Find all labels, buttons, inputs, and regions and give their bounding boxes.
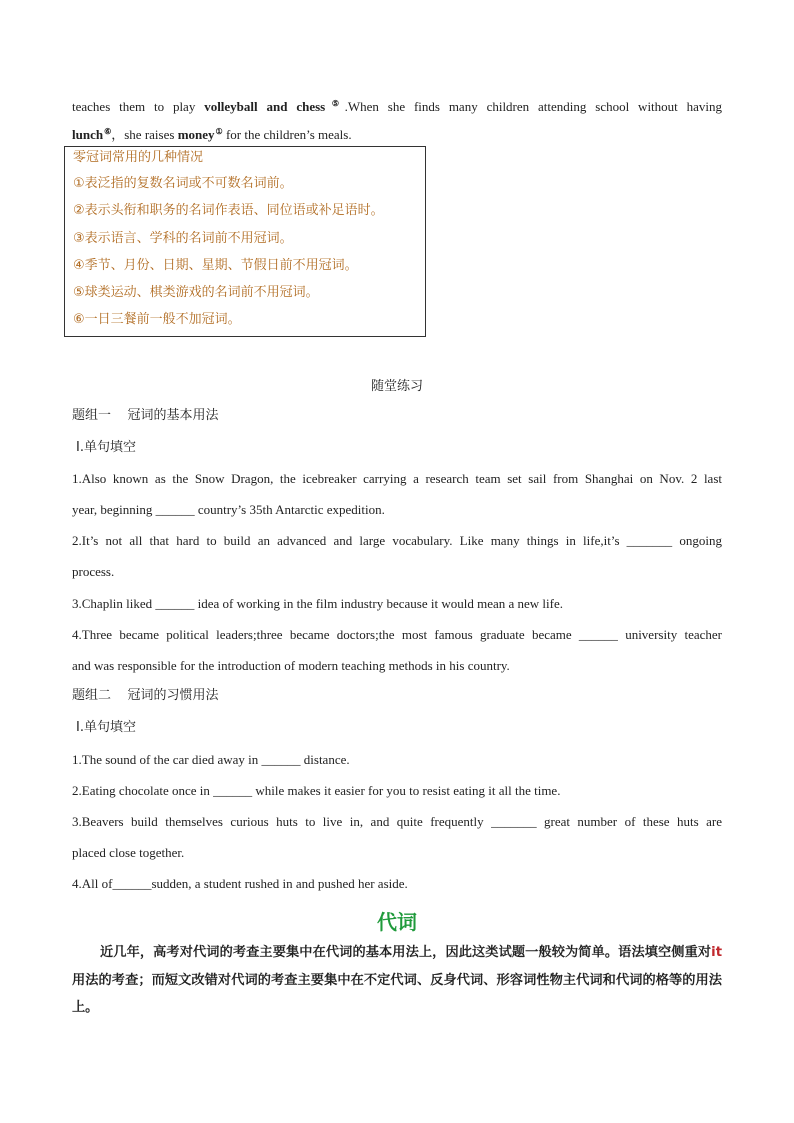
box-item: ②表示头衔和职务的名词作表语、同位语或补足语时。 [73,203,384,219]
pronoun-intro-paragraph: 近几年，高考对代词的考查主要集中在代词的基本用法上，因此这类试题一般较为简单。语法填空侧重对it用法的考查；而短文改错对代词的考查主要集中在不定代词、反身代词、形容词性物主代词和代词的格等的用法上。 [72,945,722,1015]
circled-marker: ① [215,127,223,136]
box-item: ④季节、月份、日期、星期、节假日前不用冠词。 [73,257,358,273]
group2-question-1: 1.The sound of the car died away in ______ distance. [72,752,350,767]
group2-question-2: 2.Eating chocolate once in ______ while makes it easier for you to resist eating it all the time. [72,783,561,798]
group1-question-1: 1.Also known as the Snow Dragon, the icebreaker carrying a research team set sail from Shanghai on Nov. 2 last year, beginning ______ country’s 35th Antarctic expedition. [72,471,722,517]
section-heading: 代词 [377,910,417,934]
zero-article-box [64,146,426,337]
box-title: 零冠词常用的几种情况 [73,150,204,165]
group2-subtitle: Ⅰ.单句填空 [76,720,136,735]
practice-title: 随堂练习 [370,379,423,394]
intro-paragraph: teaches them to play volleyball and chess⑤.When she finds many children attending school without having lunch⑥，she raises money① for the children’s meals. [72,99,723,142]
group1-question-3: 3.Chaplin liked ______ idea of working in the film industry because it would mean a new life. [72,596,564,611]
group1-title: 题组一 冠词的基本用法 [72,408,219,423]
highlight-it: it [711,945,722,960]
group1-subtitle: Ⅰ.单句填空 [76,440,136,455]
bold-term: money [177,127,215,142]
group2-question-3: 3.Beavers build themselves curious huts to live in, and quite frequently _______ great number of these huts are placed close together. [72,814,722,860]
group2-title: 题组二 冠词的习惯用法 [72,688,219,703]
box-item: ⑥一日三餐前一般不加冠词。 [73,312,241,328]
box-item: ①表泛指的复数名词或不可数名词前。 [73,176,293,191]
circled-marker: ⑤ [326,99,345,108]
box-item: ⑤球类运动、棋类游戏的名词前不用冠词。 [73,285,319,301]
group2-question-4: 4.All of______sudden, a student rushed in and pushed her aside. [72,876,408,891]
group1-question-4: 4.Three became political leaders;three became doctors;the most famous graduate became ______ university teacher and was responsible for the introduction of modern teaching methods in his country. [72,627,722,673]
box-item: ③表示语言、学科的名词前不用冠词。 [73,230,293,246]
bold-term: lunch [72,127,104,142]
circled-marker: ⑥ [104,127,112,136]
group1-question-2: 2.It’s not all that hard to build an advanced and large vocabulary. Like many things in life,it’s _______ ongoing process. [72,533,722,579]
bold-term: volleyball and chess [204,99,326,114]
